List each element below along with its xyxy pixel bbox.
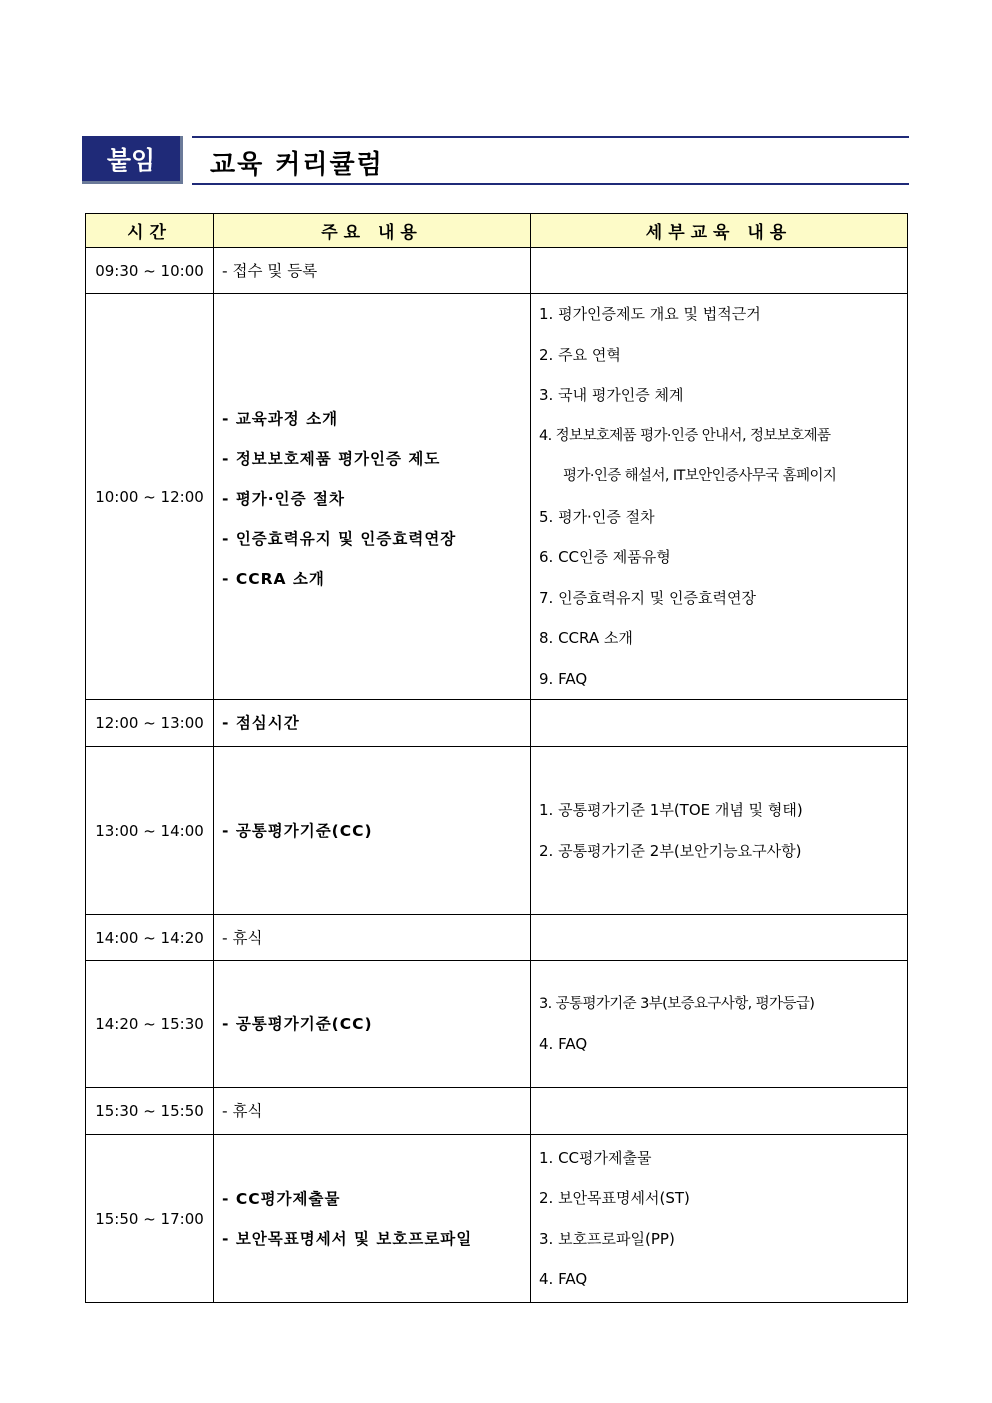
main-item: - 점심시간 [222,714,300,732]
detail-item: 3. 국내 평가인증 체계 [539,386,684,404]
time-cell: 14:20 ~ 15:30 [86,961,214,1088]
detail-item: 평가·인증 해설서, IT보안인증사무국 홈페이지 [563,468,837,484]
detail-item: 5. 평가·인증 절차 [539,507,655,526]
time-cell: 09:30 ~ 10:00 [86,248,214,294]
table-row [86,1135,908,1303]
main-item: - 정보보호제품 평가인증 제도 [222,449,441,468]
detail-item: 2. 주요 연혁 [539,345,621,364]
detail-item: 6. CC인증 제품유형 [539,548,671,566]
attachment-header [82,136,909,186]
table-row [86,915,908,961]
table-row [86,961,908,1088]
detail-item: 1. 평가인증제도 개요 및 법적근거 [539,305,761,323]
header-time: 시간 [86,214,214,248]
details-cell [531,915,908,961]
table-row [86,700,908,747]
main-item: - 평가·인증 절차 [222,489,345,508]
main-cell [214,700,531,747]
time-cell: 10:00 ~ 12:00 [86,294,214,700]
detail-item: 4. FAQ [539,1270,588,1288]
main-cell [214,248,531,294]
main-item: - 인증효력유지 및 인증효력연장 [222,529,457,548]
title-bar [192,136,909,184]
main-item: - 공통평가기준(CC) [222,1015,373,1033]
page-title: 교육 커리큘럼 [210,150,384,180]
detail-item: 2. 공통평가기준 2부(보안기능요구사항) [539,841,802,860]
attachment-tag: 붙임 [82,136,183,184]
main-item: - CCRA 소개 [222,569,325,588]
main-item: - 교육과정 소개 [222,409,339,428]
time-cell: 14:00 ~ 14:20 [86,915,214,961]
main-cell [214,294,531,700]
main-item: - 휴식 [222,928,263,947]
main-cell [214,961,531,1088]
details-cell [531,747,908,915]
time-cell: 12:00 ~ 13:00 [86,700,214,747]
main-cell [214,747,531,915]
main-item: - 휴식 [222,1102,263,1120]
main-item: - 공통평가기준(CC) [222,821,373,840]
detail-item: 4. 정보보호제품 평가·인증 안내서, 정보보호제품 [539,427,831,444]
main-item: - 접수 및 등록 [222,261,318,280]
detail-item: 1. 공통평가기준 1부(TOE 개념 및 형태) [539,801,803,819]
table-row [86,747,908,915]
curriculum-table [85,213,908,1303]
header-details: 세부교육 내용 [531,214,908,248]
table-row [86,1088,908,1135]
time-cell: 15:50 ~ 17:00 [86,1135,214,1303]
details-cell [531,700,908,747]
detail-item: 3. 보호프로파일(PP) [539,1229,675,1248]
main-item: - 보안목표명세서 및 보호프로파일 [222,1229,473,1248]
time-cell: 13:00 ~ 14:00 [86,747,214,915]
detail-item: 2. 보안목표명세서(ST) [539,1189,690,1207]
detail-item: 7. 인증효력유지 및 인증효력연장 [539,588,756,607]
details-cell [531,1088,908,1135]
detail-item: 8. CCRA 소개 [539,629,633,647]
detail-item: 1. CC평가제출물 [539,1148,652,1167]
time-cell: 15:30 ~ 15:50 [86,1088,214,1135]
main-item: - CC평가제출물 [222,1189,341,1208]
main-cell [214,1088,531,1135]
detail-item: 9. FAQ [539,669,588,688]
details-cell [531,961,908,1088]
details-cell [531,294,908,700]
detail-item: 3. 공통평가기준 3부(보증요구사항, 평가등급) [539,995,815,1012]
header-main: 주요 내용 [214,214,531,248]
details-cell [531,248,908,294]
main-cell [214,915,531,961]
table-header-row [86,214,908,248]
table-row [86,294,908,700]
main-cell [214,1135,531,1303]
detail-item: 4. FAQ [539,1035,588,1053]
table-row [86,248,908,294]
details-cell [531,1135,908,1303]
